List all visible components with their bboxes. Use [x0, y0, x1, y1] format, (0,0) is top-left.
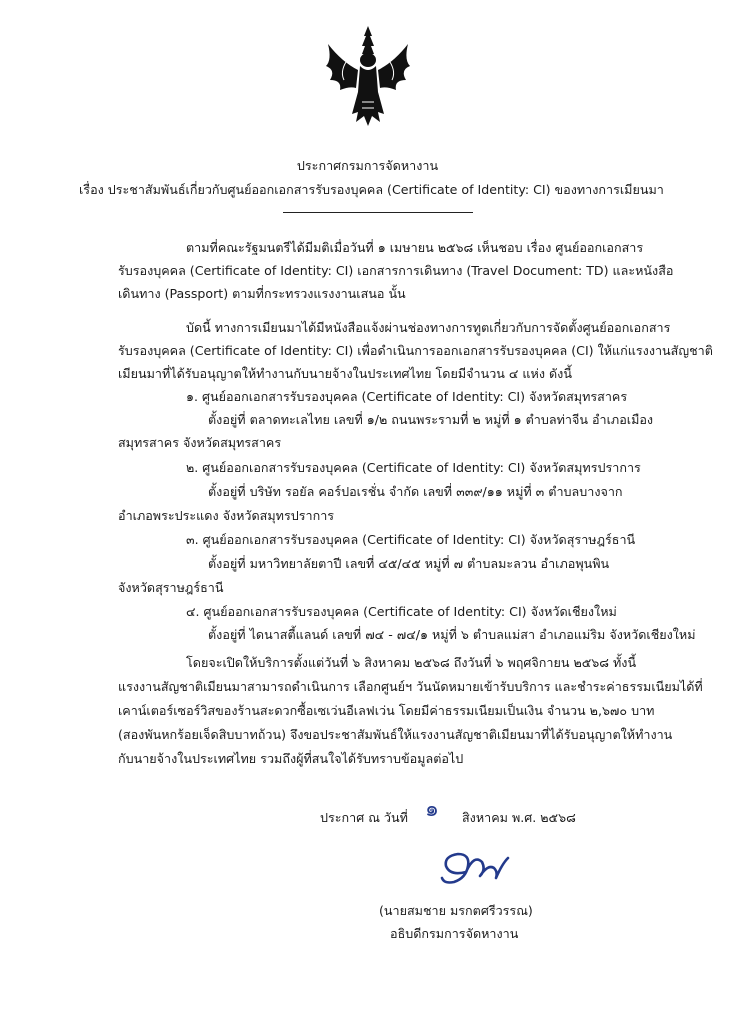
signer-name: (นายสมชาย มรกตศรีวรรณ) — [379, 903, 533, 918]
paragraph2-line: รับรองบุคคล (Certificate of Identity: CI) เพื่อดำเนินการออกเอกสารรับรองบุคคล (CI) ให้แก่แรงงานสัญชาติ — [118, 343, 713, 358]
center-address-line: ตั้งอยู่ที่ มหาวิทยาลัยตาปี เลขที่ ๔๕/๔๕ หมู่ที่ ๗ ตำบลมะลวน อำเภอพุนพิน — [208, 556, 610, 571]
center-address-line: สมุทรสาคร จังหวัดสมุทรสาคร — [118, 435, 282, 450]
handwritten-signature — [436, 842, 512, 892]
center-title: ๑. ศูนย์ออกเอกสารรับรองบุคคล (Certificate of Identity: CI) จังหวัดสมุทรสาคร — [186, 389, 628, 404]
paragraph3-line: โดยจะเปิดให้บริการตั้งแต่วันที่ ๖ สิงหาคม ๒๕๖๘ ถึงวันที่ ๖ พฤศจิกายน ๒๕๖๘ ทั้งนี้ — [186, 655, 637, 670]
signer-position: อธิบดีกรมการจัดหางาน — [390, 926, 519, 941]
announce-month-year: สิงหาคม พ.ศ. ๒๕๖๘ — [462, 810, 576, 825]
center-title: ๓. ศูนย์ออกเอกสารรับรองบุคคล (Certificate of Identity: CI) จังหวัดสุราษฎร์ธานี — [186, 532, 636, 547]
center-address-line: ตั้งอยู่ที่ บริษัท รอยัล คอร์ปอเรชั่น จำกัด เลขที่ ๓๓๙/๑๑ หมู่ที่ ๓ ตำบลบางจาก — [208, 484, 623, 499]
paragraph1-line: เดินทาง (Passport) ตามที่กระทรวงแรงงานเสนอ นั้น — [118, 286, 406, 301]
header-divider — [283, 212, 473, 213]
paragraph3-line: กับนายจ้างในประเทศไทย รวมถึงผู้ที่สนใจได้รับทราบข้อมูลต่อไป — [118, 751, 464, 766]
center-title: ๒. ศูนย์ออกเอกสารรับรองบุคคล (Certificate of Identity: CI) จังหวัดสมุทรปราการ — [186, 460, 641, 475]
garuda-emblem-icon — [322, 22, 414, 134]
center-address-line: จังหวัดสุราษฎร์ธานี — [118, 580, 224, 595]
paragraph3-line: แรงงานสัญชาติเมียนมาสามารถดำเนินการ เลือกศูนย์ฯ วันนัดหมายเข้ารับบริการ และชำระค่าธรรมเนียมได้ที่ — [118, 679, 703, 694]
announce-prefix: ประกาศ ณ วันที่ — [320, 810, 408, 825]
announce-day: ๑ — [425, 797, 439, 822]
paragraph2-line: บัดนี้ ทางการเมียนมาได้มีหนังสือแจ้งผ่านช่องทางการทูตเกี่ยวกับการจัดตั้งศูนย์ออกเอกสาร — [186, 320, 671, 335]
center-address-line: ตั้งอยู่ที่ ไดนาสตี้แลนด์ เลขที่ ๗๔ - ๗๔/๑ หมู่ที่ ๖ ตำบลแม่สา อำเภอแม่ริม จังหวัดเชียงใหม่ — [208, 627, 696, 642]
center-title: ๔. ศูนย์ออกเอกสารรับรองบุคคล (Certificate of Identity: CI) จังหวัดเชียงใหม่ — [186, 604, 617, 619]
paragraph3-line: เคาน์เตอร์เซอร์วิสของร้านสะดวกซื้อเซเว่นอีเลฟเว่น โดยมีค่าธรรมเนียมเป็นเงิน จำนวน ๒,๖๗๐ บาท — [118, 703, 655, 718]
paragraph1-line: รับรองบุคคล (Certificate of Identity: CI) เอกสารการเดินทาง (Travel Document: TD) และหนังสือ — [118, 263, 674, 278]
paragraph1-line: ตามที่คณะรัฐมนตรีได้มีมติเมื่อวันที่ ๑ เมษายน ๒๕๖๘ เห็นชอบ เรื่อง ศูนย์ออกเอกสาร — [186, 240, 644, 255]
paragraph2-line: เมียนมาที่ได้รับอนุญาตให้ทำงานกับนายจ้างในประเทศไทย โดยมีจำนวน ๔ แห่ง ดังนี้ — [118, 366, 572, 381]
center-address-line: อำเภอพระประแดง จังหวัดสมุทรปราการ — [118, 508, 335, 523]
announce-day-wrap — [425, 797, 445, 826]
paragraph3-line: (สองพันหกร้อยเจ็ดสิบบาทถ้วน) จึงขอประชาสัมพันธ์ให้แรงงานสัญชาติเมียนมาที่ได้รับอนุญาตให้ทำงาน — [118, 727, 673, 742]
subject-line: เรื่อง ประชาสัมพันธ์เกี่ยวกับศูนย์ออกเอกสารรับรองบุคคล (Certificate of Identity: CI) ของทางการเมียนมา — [79, 182, 664, 197]
issuer-title: ประกาศกรมการจัดหางาน — [296, 158, 439, 173]
center-address-line: ตั้งอยู่ที่ ตลาดทะเลไทย เลขที่ ๑/๒ ถนนพระรามที่ ๒ หมู่ที่ ๑ ตำบลท่าจีน อำเภอเมือง — [208, 412, 654, 427]
